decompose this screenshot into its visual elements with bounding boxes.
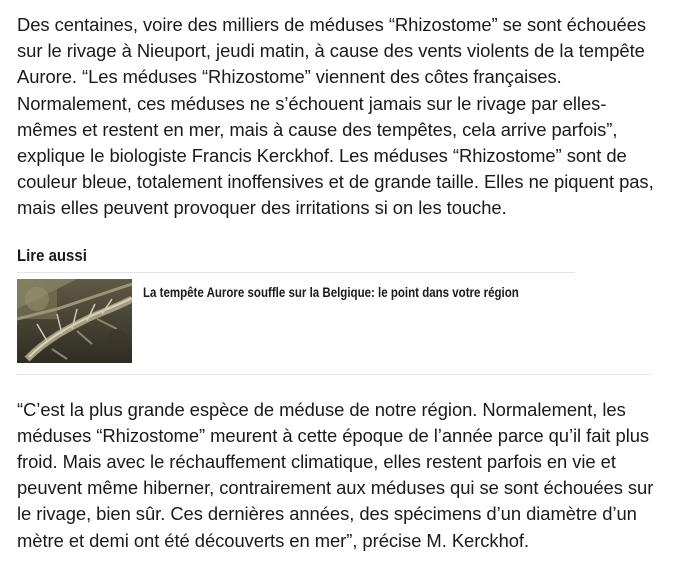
article-paragraph-1: Des centaines, voire des milliers de méduses “Rhizostome” se sont échouées sur le rivage à Nieuport, jeudi matin, à cause des vents violents de la tempête Aurore. “Les méduses “Rhizostome” viennent des côtes françaises. Normalement, ces méduses ne s’échouent jamais sur le rivage par elles-mêmes et restent en mer, mais à cause des tempêtes, cela arrive parfois”, explique le biologiste Francis Kerckhof. Les méduses “Rhizostome” sont de couleur bleue, totalement inoffensives et de grande taille. Elles ne piquent pas, mais elles peuvent provoquer des irritations si on les touche. [17, 14, 654, 219]
article-paragraph-2: “C’est la plus grande espèce de méduse de notre région. Normalement, les méduses “Rhizostome” meurent à cette époque de l’année parce qu’il fait plus froid. Mais avec le réchauffement climatique, elles restent parfois en vie et peuvent même hiberner, contrairement aux méduses qui se sont échouées sur le rivage, bien sûr. Ces dernières années, des spécimens d’un diamètre d’un mètre et demi ont été découverts en mer”, précise M. Kerckhof. [17, 398, 654, 551]
related-heading: Lire aussi [17, 246, 575, 273]
storm-fallen-tree-photo[interactable] [17, 279, 132, 363]
related-articles-block [17, 246, 651, 375]
article-body [17, 12, 657, 554]
related-article-link[interactable]: La tempête Aurore souffle sur la Belgique: le point dans votre région [143, 284, 519, 300]
related-article-item[interactable] [17, 273, 651, 375]
